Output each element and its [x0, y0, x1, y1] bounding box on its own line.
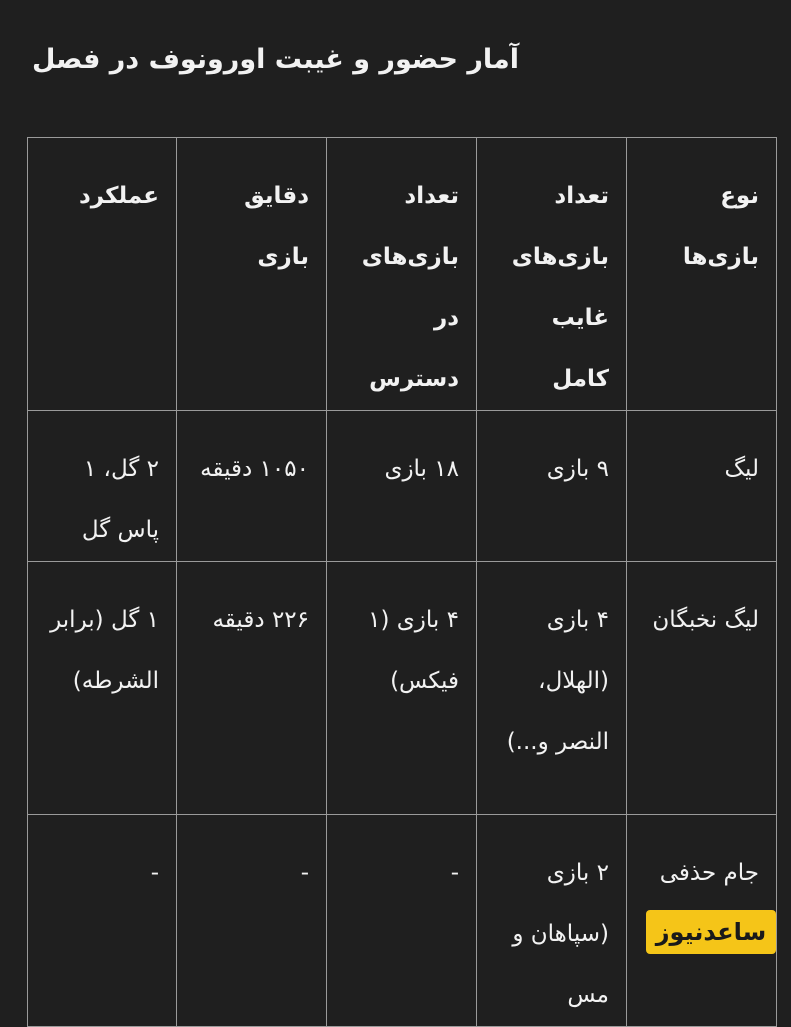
cell-match-type: لیگ نخبگان: [627, 562, 777, 815]
cell-absent-matches: ۴ بازی (الهلال، النصر و...): [477, 562, 627, 815]
cell-available-matches: -: [327, 815, 477, 1027]
table-row: [28, 411, 777, 562]
cell-minutes: -: [177, 815, 327, 1027]
header-minutes: دقایق بازی: [177, 138, 327, 411]
table-row: [28, 562, 777, 815]
cell-absent-matches: ۲ بازی (سپاهان و مس: [477, 815, 627, 1027]
table-header-row: [28, 138, 777, 411]
cell-match-type: لیگ: [627, 411, 777, 562]
cell-performance: -: [28, 815, 177, 1027]
attendance-table: [27, 137, 777, 1027]
cell-available-matches: ۴ بازی (۱ فیکس): [327, 562, 477, 815]
header-available-matches: تعداد بازی‌های در دسترس: [327, 138, 477, 411]
header-absent-matches: تعداد بازی‌های غایب کامل: [477, 138, 627, 411]
cell-performance: ۲ گل، ۱ پاس گل: [28, 411, 177, 562]
cell-match-type: جام حذفی: [627, 815, 777, 1027]
cell-absent-matches: ۹ بازی: [477, 411, 627, 562]
header-performance: عملکرد: [28, 138, 177, 411]
cell-performance: ۱ گل (برابر الشرطه): [28, 562, 177, 815]
page-title: آمار حضور و غیبت اورونوف در فصل: [31, 44, 519, 75]
watermark-logo: ساعدنیوز: [646, 910, 776, 954]
cell-available-matches: ۱۸ بازی: [327, 411, 477, 562]
header-match-type: نوع بازی‌ها: [627, 138, 777, 411]
cell-minutes: ۲۲۶ دقیقه: [177, 562, 327, 815]
cell-minutes: ۱۰۵۰ دقیقه: [177, 411, 327, 562]
